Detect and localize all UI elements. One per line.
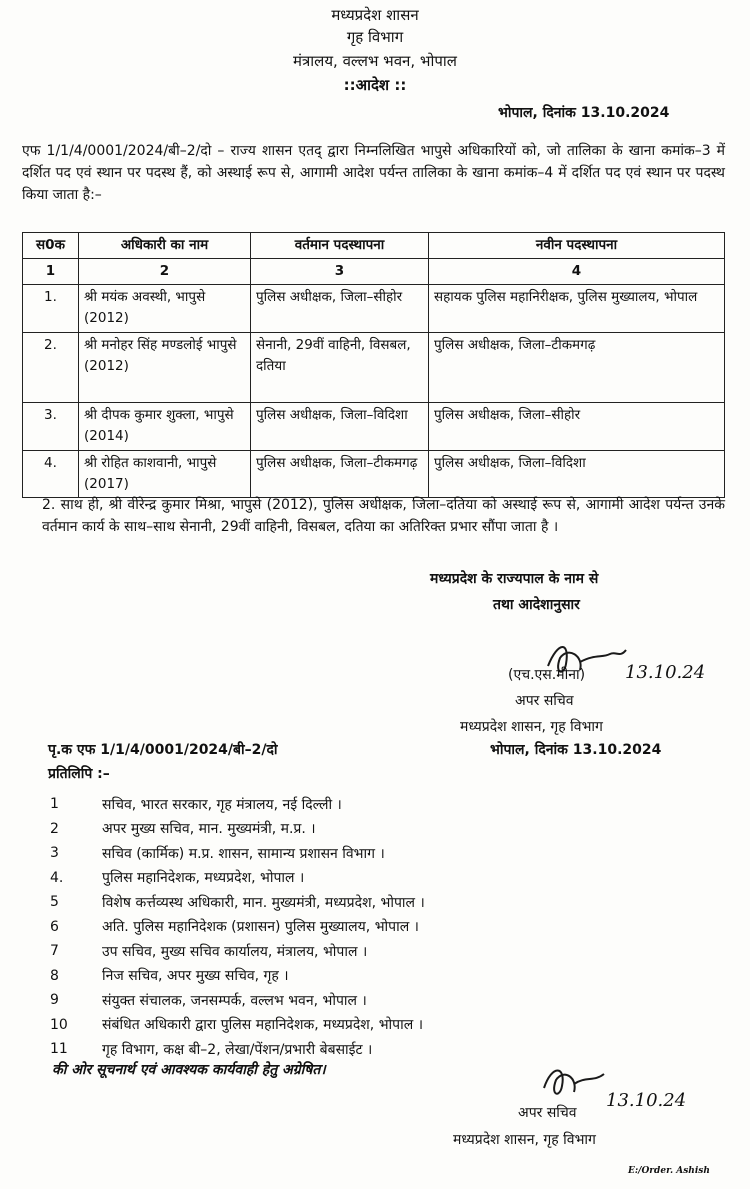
list-item [50, 915, 425, 940]
intro-paragraph: एफ 1/1/4/0001/2024/बी–2/दो – राज्य शासन एतद् द्वारा निम्नलिखित भापुसे अधिकारियों को, जो तालिका के खाना कमांक–3 में दर्शित पद एवं स्थान पर पदस्थ हैं, को अस्थाई रूप से, आगामी आदेश पर्यन्त तालिका के खाना कमांक–4 में दर्शित पद एवं स्थान पर पदस्थ किया जाता है:– [22, 143, 725, 203]
list-item-number: 1 [50, 796, 59, 813]
order-title: ::आदेश :: [343, 76, 407, 94]
list-item-number: 8 [50, 967, 59, 984]
endorsement-date: भोपाल, दिनांक 13.10.2024 [490, 742, 662, 758]
list-item-text: संबंधित अधिकारी द्वारा पुलिस महानिदेशक, मध्यप्रदेश, भोपाल । [102, 1017, 424, 1034]
list-item [50, 964, 425, 989]
list-item-number: 7 [50, 943, 59, 960]
list-item [50, 841, 425, 866]
list-item-number: 2 [50, 820, 59, 837]
list-item-number: 6 [50, 918, 59, 935]
endorsement-ref: पृ.क एफ 1/1/4/0001/2024/बी–2/दो [48, 742, 278, 758]
office-address: मंत्रालय, वल्लभ भवन, भोपाल [293, 52, 457, 70]
copy-to-label: प्रतिलिपि :– [48, 766, 110, 782]
list-item [50, 792, 425, 817]
signature-date: 13.10.24 [606, 1090, 687, 1111]
endorsement-designation: अपर सचिव [518, 1105, 577, 1121]
colnum-3: 3 [251, 259, 429, 285]
table-row [23, 285, 725, 333]
signatory-designation: अपर सचिव [515, 693, 574, 709]
signature-date: 13.10.24 [625, 662, 706, 683]
table-row [23, 403, 725, 451]
colnum-1: 1 [23, 259, 79, 285]
row-officer-name: श्री मयंक अवस्थी, भापुसे (2012) [79, 285, 251, 333]
list-item-text: निज सचिव, अपर मुख्य सचिव, गृह । [102, 968, 289, 985]
table-row [23, 451, 725, 498]
list-item-number: 3 [50, 845, 59, 862]
additional-charge-paragraph: 2. साथ ही, श्री वीरेन्द्र कुमार मिश्रा, भापुसे (2012), पुलिस अधीक्षक, जिला–दतिया को अस्थाई रूप से, आगामी आदेश पर्यन्त उनके वर्तमान कार्य के साथ–साथ सेनानी, 29वीं वाहिनी, विसबल, दतिया का अतिरिक्त प्रभार सौंपा जाता है । [42, 497, 725, 535]
row-current-posting: सेनानी, 29वीं वाहिनी, विसबल, दतिया [251, 333, 429, 403]
signature-mark [538, 1060, 608, 1106]
row-new-posting: पुलिस अधीक्षक, जिला–टीकमगढ़ [429, 333, 725, 403]
list-item-text: सचिव, भारत सरकार, गृह मंत्रालय, नई दिल्ली । [102, 796, 342, 813]
list-item-number: 4. [50, 869, 64, 886]
governor-order-line1: मध्यप्रदेश के राज्यपाल के नाम से [430, 571, 599, 587]
list-item-number: 10 [50, 1016, 68, 1033]
list-item [50, 1013, 425, 1038]
colnum-4: 4 [429, 259, 725, 285]
list-item [50, 1037, 425, 1062]
list-item-number: 11 [50, 1041, 68, 1058]
row-sno: 4. [23, 451, 79, 498]
header-current-posting: वर्तमान पदस्थापना [251, 233, 429, 259]
row-officer-name: श्री दीपक कुमार शुक्ला, भापुसे (2014) [79, 403, 251, 451]
header-officer-name: अधिकारी का नाम [79, 233, 251, 259]
govt-name: मध्यप्रदेश शासन [331, 6, 419, 24]
row-sno: 2. [23, 333, 79, 403]
table-row [23, 333, 725, 403]
colnum-2: 2 [79, 259, 251, 285]
row-current-posting: पुलिस अधीक्षक, जिला–विदिशा [251, 403, 429, 451]
copy-list [50, 792, 425, 1062]
row-sno: 1. [23, 285, 79, 333]
list-item-text: उप सचिव, मुख्य सचिव कार्यालय, मंत्रालय, भोपाल । [102, 943, 368, 960]
list-item-text: अति. पुलिस महानिदेशक (प्रशासन) पुलिस मुख्यालय, भोपाल । [102, 919, 419, 936]
list-item-text: गृह विभाग, कक्ष बी–2, लेखा/पेंशन/प्रभारी बेबसाईट । [102, 1041, 373, 1058]
table-header-row [23, 233, 725, 259]
signatory-department: मध्यप्रदेश शासन, गृह विभाग [460, 719, 603, 735]
row-current-posting: पुलिस अधीक्षक, जिला–सीहोर [251, 285, 429, 333]
order-date: भोपाल, दिनांक 13.10.2024 [498, 105, 670, 121]
list-item [50, 890, 425, 915]
row-new-posting: पुलिस अधीक्षक, जिला–सीहोर [429, 403, 725, 451]
header-new-posting: नवीन पदस्थापना [429, 233, 725, 259]
endorsement-department: मध्यप्रदेश शासन, गृह विभाग [453, 1132, 596, 1148]
list-item [50, 939, 425, 964]
list-item-text: पुलिस महानिदेशक, मध्यप्रदेश, भोपाल । [102, 870, 305, 887]
row-new-posting: पुलिस अधीक्षक, जिला–विदिशा [429, 451, 725, 498]
posting-table [22, 232, 725, 498]
row-new-posting: सहायक पुलिस महानिरीक्षक, पुलिस मुख्यालय, भोपाल [429, 285, 725, 333]
signatory-name: (एच.एस.मीना) [508, 667, 586, 683]
list-item-text: अपर मुख्य सचिव, मान. मुख्यमंत्री, म.प्र. । [102, 821, 316, 838]
list-item-text: सचिव (कार्मिक) म.प्र. शासन, सामान्य प्रशासन विभाग । [102, 845, 385, 862]
row-officer-name: श्री मनोहर सिंह मण्डलोई भापुसे (2012) [79, 333, 251, 403]
list-item [50, 988, 425, 1013]
row-sno: 3. [23, 403, 79, 451]
closing-line: की ओर सूचनार्थ एवं आवश्यक कार्यवाही हेतु अग्रेषित। [52, 1062, 326, 1078]
header-sno: स0क [23, 233, 79, 259]
list-item-number: 5 [50, 894, 59, 911]
table-colnum-row [23, 259, 725, 285]
department-name: गृह विभाग [346, 28, 404, 46]
list-item-text: विशेष कर्त्तव्यस्थ अधिकारी, मान. मुख्यमंत्री, मध्यप्रदेश, भोपाल । [102, 894, 425, 911]
file-reference-note: E:/Order. Ashish [628, 1166, 710, 1176]
list-item [50, 866, 425, 891]
list-item [50, 817, 425, 842]
list-item-text: संयुक्त संचालक, जनसम्पर्क, वल्लभ भवन, भोपाल । [102, 992, 367, 1009]
row-current-posting: पुलिस अधीक्षक, जिला–टीकमगढ़ [251, 451, 429, 498]
row-officer-name: श्री रोहित काशवानी, भापुसे (2017) [79, 451, 251, 498]
list-item-number: 9 [50, 992, 59, 1009]
governor-order-line2: तथा आदेशानुसार [493, 597, 580, 613]
